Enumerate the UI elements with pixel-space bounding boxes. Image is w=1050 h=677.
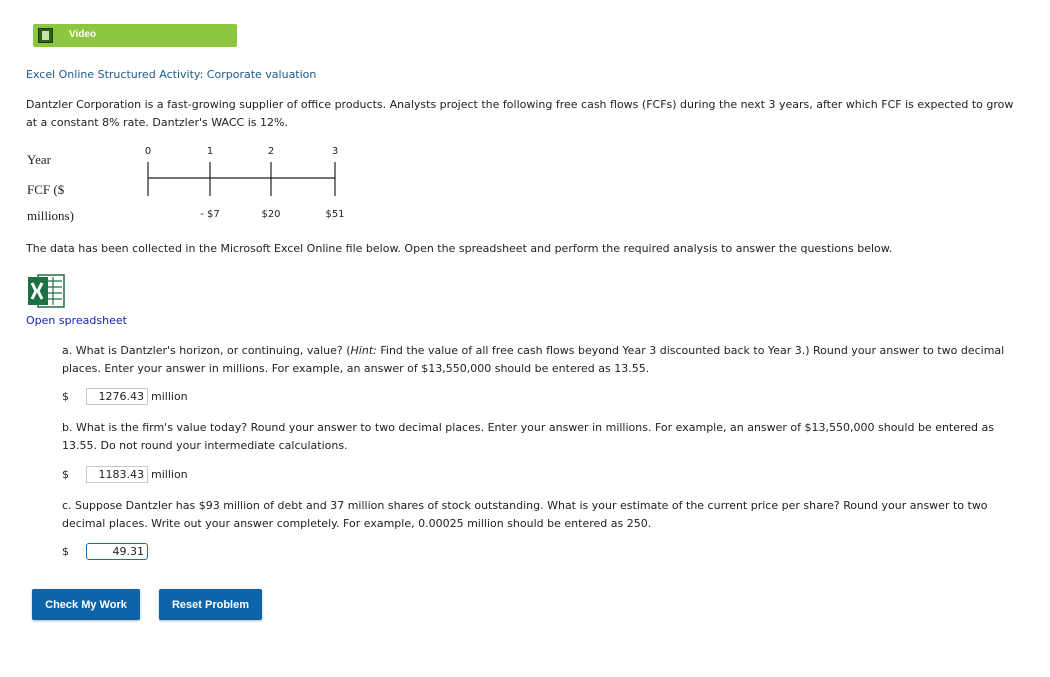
timeline-flow-1: - $7 [200,209,220,220]
answer-c-currency: $ [62,545,69,558]
timeline-year-1: 1 [206,146,214,157]
excel-icon[interactable] [26,271,66,311]
answer-a-row [62,388,188,405]
timeline-flow-3: $51 [325,209,345,220]
video-bar[interactable] [33,24,237,47]
spreadsheet-note: The data has been collected in the Microsoft Excel Online file below. Open the spreadsheet and perform the required analysis to answer the questions below. [26,242,893,255]
hint-label: Hint: [350,344,377,357]
timeline-year-0: 0 [144,146,152,157]
film-icon [38,28,53,43]
timeline-fcf-label-2: millions) [27,208,74,223]
check-my-work-button[interactable]: Check My Work [32,589,140,620]
answer-b-input[interactable]: 1183.43 [86,466,148,483]
answer-a-currency: $ [62,390,69,403]
answer-b-row [62,466,188,483]
timeline-fcf-label-1: FCF ($ [27,182,65,197]
timeline-year-2: 2 [267,146,275,157]
answer-c-input[interactable]: 49.31 [86,543,148,560]
question-a: a. What is Dantzler's horizon, or continuing, value? (Hint: Find the value of all free cash flows beyond Year 3 discounted back to Year 3.) Round your answer to two decimal places. Enter your answer in millions. For example, an answer of $13,550,000 should be entered as 13.55. [62,344,1005,375]
question-c: c. Suppose Dantzler has $93 million of debt and 37 million shares of stock outstanding. What is your estimate of the current price per share? Round your answer to two decimal places. Write out your answer completely. For example, 0.00025 million should be entered as 250. [62,499,988,530]
video-label: Video [69,29,97,40]
open-spreadsheet-link[interactable]: Open spreadsheet [26,314,127,327]
answer-b-currency: $ [62,468,69,481]
timeline-year-3: 3 [331,146,339,157]
answer-c-row [62,543,148,560]
timeline-flow-2: $20 [261,209,281,220]
timeline-year-label: Year [27,152,51,167]
answer-a-unit: million [151,390,188,403]
answer-b-unit: million [151,468,188,481]
page-title: Excel Online Structured Activity: Corporate valuation [26,68,317,81]
reset-problem-button[interactable]: Reset Problem [159,589,262,620]
cash-flow-timeline [130,140,360,225]
question-b: b. What is the firm's value today? Round your answer to two decimal places. Enter your answer in millions. For example, an answer of $13,550,000 should be entered as 13.55. Do not round your intermediate calculations. [62,421,995,452]
answer-a-input[interactable]: 1276.43 [86,388,148,405]
problem-intro: Dantzler Corporation is a fast-growing supplier of office products. Analysts project the following free cash flows (FCFs) during the next 3 years, after which FCF is expected to grow at a constant 8% rate. Dantzler's WACC is 12%. [26,98,1014,129]
